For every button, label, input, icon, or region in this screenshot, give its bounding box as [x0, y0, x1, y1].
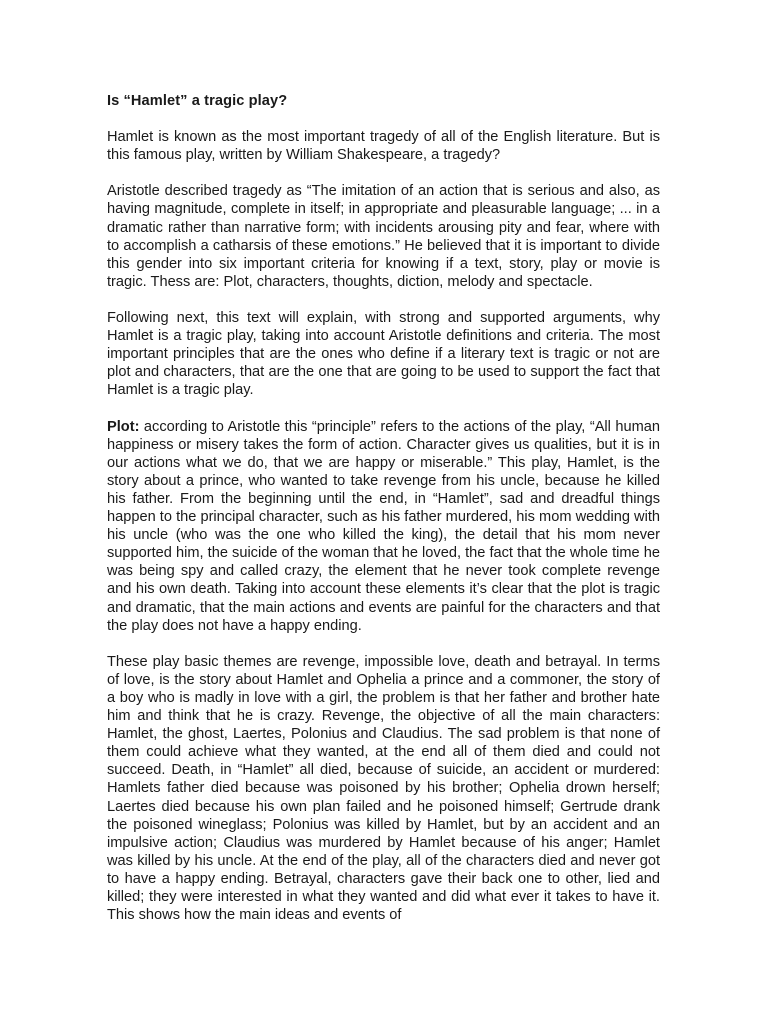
paragraph-text: Aristotle described tragedy as “The imitation of an action that is serious and also, as having magnitude, complete in itself; in appropriate and pleasurable language; ... in a dramatic rather than narrative form; with incidents arousing pity and fear, where with to accomplish a catharsis of these emotions.” He believed that it is important to divide this gender into six important criteria for knowing if a text, story, play or movie is tragic. Thess are: Plot, characters, thoughts, diction, melody and spectacle.	[107, 183, 660, 290]
paragraph-intro	[107, 128, 660, 164]
paragraph-text: Hamlet is known as the most important tragedy of all of the English literature. But is this famous play, written by William Shakespeare, a tragedy?	[107, 129, 660, 164]
document-title: Is “Hamlet” a tragic play?	[107, 93, 288, 109]
paragraph-text: Following next, this text will explain, with strong and supported arguments, why Hamlet is a tragic play, taking into account Aristotle definitions and criteria. The most important principles that are the ones who define if a literary text is tragic or not are plot and characters, that are the one that are going to be used to support the fact that Hamlet is a tragic play.	[107, 310, 660, 399]
paragraph-plot	[107, 418, 660, 635]
paragraph-text: according to Aristotle this “principle” refers to the actions of the play, “All human happiness or misery takes the form of action. Character gives us qualities, but it is in our actions what we do, that we are happy or miserable.” This play, Hamlet, is the story about a prince, who wanted to take revenge from his uncle, because he killed his father. From the beginning until the end, in “Hamlet”, sad and dreadful things happen to the principal character, such as his father murdered, his mom wedding with his uncle (who was the one who killed the king), the detail that his mom never supported him, the suicide of the woman that he loved, the fact that the whole time he was being spy and called crazy, the element that he never took complete revenge and his own death. Taking into account these elements it’s clear that the plot is tragic and dramatic, that the main actions and events are painful for the characters and that the play does not have a happy ending.	[107, 418, 660, 634]
paragraph-lead-label: Plot:	[107, 418, 140, 435]
paragraph-themes	[107, 653, 660, 924]
paragraph-aristotle-definition	[107, 182, 660, 291]
paragraph-text: These play basic themes are revenge, impossible love, death and betrayal. In terms of love, is the story about Hamlet and Ophelia a prince and a commoner, the story of a boy who is madly in love with a girl, the problem is that her father and brother hate him and think that he is crazy. Revenge, the objective of all the main characters: Hamlet, the ghost, Laertes, Polonius and Claudius. The sad problem is that none of them could achieve what they wanted, at the end all of them died and could not succeed. Death, in “Hamlet” all died, because of suicide, an accident or murdered: Hamlets father died because was poisoned by his brother; Ophelia drown herself; Laertes died because his own plan failed and he poisoned himself; Gertrude drank the poisoned wineglass; Polonius was killed by Hamlet, but by an accident and an impulsive action; Claudius was murdered by Hamlet because of his anger; Hamlet was killed by his uncle. At the end of the play, all of the characters died and never got to have a happy ending. Betrayal, characters gave their back one to other, lied and killed; they were interested in what they wanted and did what ever it takes to have it. This shows how the main ideas and events of	[107, 653, 660, 924]
paragraph-thesis	[107, 309, 660, 399]
